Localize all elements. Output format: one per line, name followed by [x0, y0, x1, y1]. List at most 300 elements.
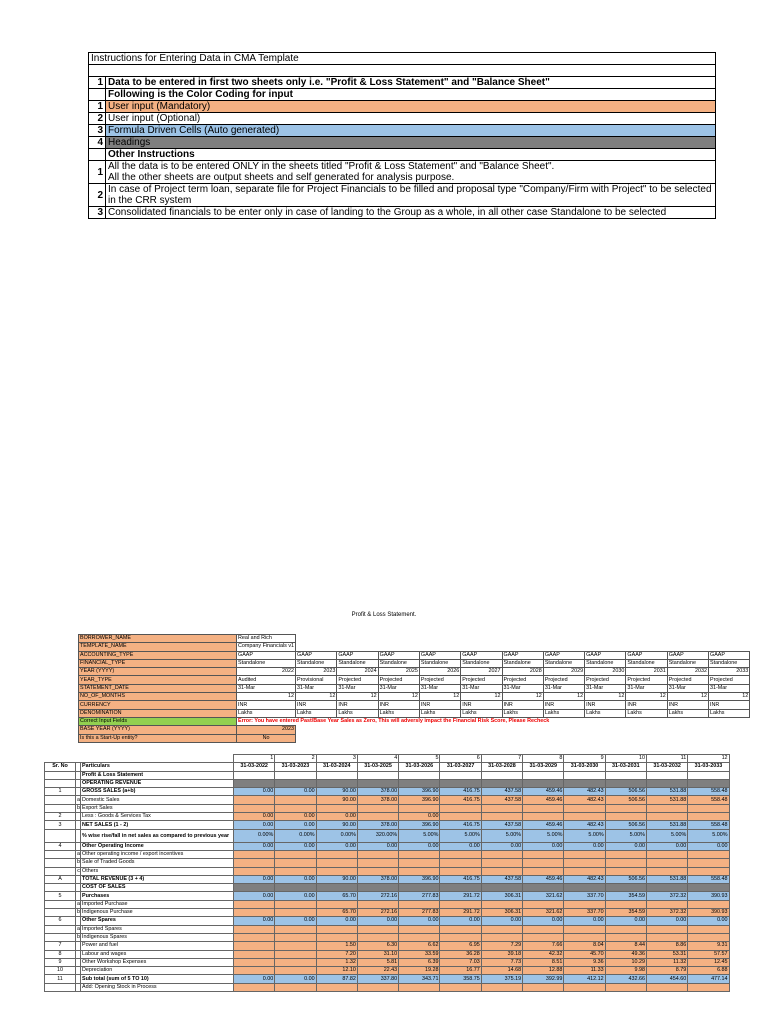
value-cell[interactable] — [275, 850, 316, 858]
meta-value[interactable]: Standalone — [709, 659, 750, 667]
meta-value[interactable]: Projected — [378, 676, 419, 684]
meta-value[interactable]: Lakhs — [337, 709, 378, 717]
value-cell[interactable]: 31.10 — [357, 950, 398, 958]
value-cell[interactable]: 7.66 — [523, 942, 564, 950]
meta-value[interactable]: Projected — [626, 676, 667, 684]
value-cell[interactable] — [605, 859, 646, 867]
value-cell[interactable] — [523, 983, 564, 991]
meta-value[interactable]: 2023 — [296, 668, 337, 676]
value-cell[interactable]: 6.62 — [399, 942, 440, 950]
value-cell[interactable] — [523, 925, 564, 933]
value-cell[interactable] — [646, 804, 687, 812]
meta-value[interactable]: Standalone — [337, 659, 378, 667]
meta-value[interactable]: 31-Mar — [378, 684, 419, 692]
value-cell[interactable]: 53.31 — [646, 950, 687, 958]
value-cell[interactable] — [688, 813, 729, 821]
value-cell[interactable]: 506.56 — [605, 796, 646, 804]
value-cell[interactable]: 33.59 — [399, 950, 440, 958]
value-cell[interactable] — [688, 804, 729, 812]
meta-value[interactable]: GAAP — [378, 651, 419, 659]
value-cell[interactable] — [275, 909, 316, 917]
value-cell[interactable]: 8.44 — [605, 942, 646, 950]
value-cell: 558.48 — [688, 788, 729, 796]
meta-value[interactable]: INR — [337, 701, 378, 709]
value-cell[interactable] — [357, 900, 398, 908]
value-cell[interactable]: 390.93 — [688, 909, 729, 917]
meta-value[interactable]: 12 — [296, 693, 337, 701]
value-cell[interactable] — [316, 900, 357, 908]
value-cell[interactable]: 8.51 — [523, 958, 564, 966]
meta-value[interactable]: INR — [543, 701, 584, 709]
meta-value[interactable]: Projected — [709, 676, 750, 684]
value-cell[interactable] — [275, 796, 316, 804]
value-cell[interactable] — [605, 813, 646, 821]
value-cell[interactable] — [605, 983, 646, 991]
meta-value[interactable]: 31-Mar — [709, 684, 750, 692]
value-cell[interactable] — [316, 983, 357, 991]
meta-value[interactable]: INR — [709, 701, 750, 709]
value-cell[interactable] — [316, 850, 357, 858]
value-cell[interactable] — [688, 983, 729, 991]
value-cell[interactable] — [523, 867, 564, 875]
value-cell[interactable] — [440, 850, 481, 858]
meta-value[interactable]: Projected — [337, 676, 378, 684]
meta-value[interactable]: INR — [626, 701, 667, 709]
meta-value[interactable]: GAAP — [419, 651, 460, 659]
value-cell[interactable] — [357, 983, 398, 991]
meta-value[interactable]: 31-Mar — [667, 684, 708, 692]
value-cell[interactable] — [275, 933, 316, 941]
value-cell[interactable] — [234, 967, 275, 975]
value-cell[interactable] — [481, 859, 522, 867]
meta-value[interactable]: 12 — [543, 693, 584, 701]
value-cell[interactable] — [688, 867, 729, 875]
value-cell[interactable] — [481, 983, 522, 991]
value-cell[interactable] — [605, 804, 646, 812]
meta-value[interactable]: INR — [237, 701, 296, 709]
value-cell[interactable] — [564, 859, 605, 867]
value-cell[interactable]: 0.00 — [399, 813, 440, 821]
instructions-title-row — [89, 53, 716, 65]
meta-value[interactable]: 31-Mar — [626, 684, 667, 692]
meta-value[interactable]: 2031 — [626, 668, 667, 676]
value-cell[interactable] — [316, 867, 357, 875]
value-cell[interactable]: 19.28 — [399, 967, 440, 975]
value-cell: 0.00 — [605, 842, 646, 850]
value-cell[interactable]: 337.70 — [564, 909, 605, 917]
meta-value[interactable]: Lakhs — [543, 709, 584, 717]
heading-cell — [605, 884, 646, 892]
value-cell[interactable] — [316, 933, 357, 941]
value-cell[interactable] — [440, 804, 481, 812]
meta-value[interactable]: GAAP — [543, 651, 584, 659]
value-cell[interactable] — [234, 909, 275, 917]
meta-value[interactable]: GAAP — [667, 651, 708, 659]
meta-value[interactable]: Standalone — [419, 659, 460, 667]
value-cell[interactable] — [399, 925, 440, 933]
value-cell[interactable] — [564, 850, 605, 858]
value-cell[interactable]: 11.33 — [564, 967, 605, 975]
value-cell[interactable] — [357, 804, 398, 812]
value-cell[interactable] — [275, 958, 316, 966]
value-cell[interactable] — [316, 859, 357, 867]
instruction-line: Headings — [108, 137, 151, 148]
value-cell[interactable]: 1.32 — [316, 958, 357, 966]
meta-value[interactable]: GAAP — [585, 651, 626, 659]
value-cell[interactable] — [399, 850, 440, 858]
value-cell[interactable] — [646, 933, 687, 941]
meta-value[interactable]: GAAP — [296, 651, 337, 659]
meta-value[interactable]: Lakhs — [626, 709, 667, 717]
value-cell[interactable] — [275, 942, 316, 950]
value-cell[interactable]: 36.28 — [440, 950, 481, 958]
meta-value[interactable]: Real and Rich — [237, 635, 296, 643]
value-cell[interactable]: 291.72 — [440, 909, 481, 917]
value-cell[interactable]: 7.03 — [440, 958, 481, 966]
meta-value[interactable]: 2025 — [378, 668, 419, 676]
value-cell[interactable]: 372.32 — [646, 909, 687, 917]
value-cell[interactable] — [523, 900, 564, 908]
value-cell: 0.00 — [275, 821, 316, 829]
value-cell[interactable] — [564, 983, 605, 991]
value-cell[interactable] — [646, 859, 687, 867]
value-cell[interactable] — [234, 933, 275, 941]
value-cell[interactable] — [481, 804, 522, 812]
value-cell[interactable]: 49.36 — [605, 950, 646, 958]
value-cell[interactable] — [275, 950, 316, 958]
meta-value[interactable]: 12 — [585, 693, 626, 701]
value-cell[interactable]: 12.10 — [316, 967, 357, 975]
meta-value[interactable]: GAAP — [502, 651, 543, 659]
meta-value[interactable]: 12 — [378, 693, 419, 701]
value-cell[interactable]: 1.50 — [316, 942, 357, 950]
value-cell[interactable] — [399, 983, 440, 991]
value-cell[interactable] — [234, 804, 275, 812]
value-cell[interactable] — [646, 983, 687, 991]
meta-value[interactable]: GAAP — [237, 651, 296, 659]
value-cell[interactable]: 272.16 — [357, 909, 398, 917]
table-row — [45, 967, 730, 975]
instruction-line: User input (Optional) — [108, 113, 201, 124]
value-cell[interactable] — [564, 900, 605, 908]
meta-value[interactable]: GAAP — [461, 651, 502, 659]
value-cell[interactable] — [357, 933, 398, 941]
value-cell[interactable]: 8.86 — [646, 942, 687, 950]
value-cell[interactable]: 6.39 — [399, 958, 440, 966]
value-cell[interactable] — [275, 967, 316, 975]
value-cell[interactable]: 57.57 — [688, 950, 729, 958]
value-cell[interactable]: 9.98 — [605, 967, 646, 975]
value-cell[interactable]: 8.04 — [564, 942, 605, 950]
value-cell[interactable] — [357, 925, 398, 933]
value-cell[interactable]: 65.70 — [316, 909, 357, 917]
meta-value[interactable]: 12 — [502, 693, 543, 701]
value-cell[interactable]: 0.00 — [316, 813, 357, 821]
value-cell[interactable] — [481, 900, 522, 908]
meta-value[interactable]: INR — [296, 701, 337, 709]
value-cell[interactable]: 321.62 — [523, 909, 564, 917]
value-cell[interactable]: 45.70 — [564, 950, 605, 958]
meta-value[interactable]: GAAP — [337, 651, 378, 659]
meta-value[interactable]: 2029 — [543, 668, 584, 676]
meta-value[interactable]: 2022 — [237, 668, 296, 676]
meta-value[interactable]: 2032 — [667, 668, 708, 676]
meta-value[interactable]: 2026 — [419, 668, 460, 676]
instruction-row — [89, 137, 716, 149]
value-cell[interactable]: 5.81 — [357, 958, 398, 966]
value-cell[interactable]: 90.00 — [316, 796, 357, 804]
value-cell[interactable] — [605, 867, 646, 875]
value-cell[interactable] — [234, 796, 275, 804]
value-cell[interactable] — [605, 900, 646, 908]
value-cell[interactable] — [440, 925, 481, 933]
value-cell[interactable] — [357, 867, 398, 875]
meta-value[interactable]: INR — [502, 701, 543, 709]
value-cell[interactable] — [316, 925, 357, 933]
meta-value[interactable]: 12 — [419, 693, 460, 701]
value-cell: 416.75 — [440, 788, 481, 796]
meta-value[interactable]: INR — [378, 701, 419, 709]
base-year-value[interactable]: 2023 — [237, 726, 296, 734]
instruction-line: Following is the Color Coding for input — [108, 89, 293, 100]
meta-value[interactable]: 2033 — [709, 668, 750, 676]
value-cell[interactable]: 459.46 — [523, 796, 564, 804]
value-cell[interactable] — [646, 867, 687, 875]
value-cell[interactable]: 558.48 — [688, 796, 729, 804]
value-cell[interactable]: 14.68 — [481, 967, 522, 975]
meta-value[interactable]: 31-Mar — [337, 684, 378, 692]
meta-value[interactable]: Company Financials v1 — [238, 643, 295, 650]
meta-value[interactable]: Lakhs — [461, 709, 502, 717]
meta-value[interactable]: 2028 — [502, 668, 543, 676]
value-cell[interactable] — [523, 804, 564, 812]
meta-value[interactable]: 31-Mar — [543, 684, 584, 692]
value-cell[interactable]: 16.77 — [440, 967, 481, 975]
value-cell[interactable]: 0.00 — [275, 813, 316, 821]
meta-value[interactable]: 2027 — [461, 668, 502, 676]
value-cell[interactable] — [275, 983, 316, 991]
startup-value[interactable]: No — [237, 734, 296, 742]
meta-value[interactable]: 31-Mar — [296, 684, 337, 692]
value-cell: 277.83 — [399, 892, 440, 900]
meta-value[interactable]: Lakhs — [667, 709, 708, 717]
meta-value[interactable]: Standalone — [585, 659, 626, 667]
value-cell[interactable] — [440, 813, 481, 821]
value-cell[interactable] — [564, 867, 605, 875]
meta-value[interactable]: Lakhs — [378, 709, 419, 717]
value-cell[interactable]: 9.31 — [688, 942, 729, 950]
meta-value[interactable]: Lakhs — [419, 709, 460, 717]
value-cell[interactable] — [357, 813, 398, 821]
value-cell[interactable] — [234, 867, 275, 875]
value-cell[interactable] — [646, 925, 687, 933]
meta-value[interactable]: Provisional — [296, 676, 337, 684]
value-cell[interactable] — [399, 867, 440, 875]
value-cell[interactable]: 12.88 — [523, 967, 564, 975]
value-cell[interactable]: 6.30 — [357, 942, 398, 950]
value-cell[interactable]: 10.29 — [605, 958, 646, 966]
value-cell[interactable]: 22.43 — [357, 967, 398, 975]
value-cell[interactable]: 482.43 — [564, 796, 605, 804]
meta-value[interactable]: Standalone — [543, 659, 584, 667]
value-cell[interactable] — [234, 950, 275, 958]
value-cell[interactable]: 7.20 — [316, 950, 357, 958]
meta-value[interactable]: 12 — [337, 693, 378, 701]
value-cell[interactable]: 42.32 — [523, 950, 564, 958]
value-cell[interactable] — [688, 900, 729, 908]
value-cell[interactable] — [564, 813, 605, 821]
meta-value[interactable]: 31-Mar — [237, 684, 296, 692]
meta-value[interactable]: Standalone — [502, 659, 543, 667]
value-cell[interactable]: 437.58 — [481, 796, 522, 804]
value-cell[interactable] — [688, 925, 729, 933]
value-cell[interactable] — [275, 925, 316, 933]
value-cell[interactable] — [357, 859, 398, 867]
meta-value[interactable]: Standalone — [626, 659, 667, 667]
value-cell[interactable] — [234, 859, 275, 867]
meta-value[interactable]: INR — [461, 701, 502, 709]
value-cell[interactable] — [399, 900, 440, 908]
value-cell[interactable]: 39.18 — [481, 950, 522, 958]
value-cell[interactable]: 8.79 — [646, 967, 687, 975]
value-cell[interactable] — [234, 850, 275, 858]
sr-no-header: Sr. No — [45, 763, 76, 771]
meta-value[interactable]: 12 — [237, 693, 296, 701]
meta-value[interactable]: INR — [667, 701, 708, 709]
meta-value[interactable]: 12 — [626, 693, 667, 701]
value-cell[interactable] — [688, 850, 729, 858]
value-cell[interactable] — [440, 983, 481, 991]
meta-value[interactable]: Projected — [502, 676, 543, 684]
value-cell[interactable]: 9.36 — [564, 958, 605, 966]
value-cell[interactable]: 396.90 — [399, 796, 440, 804]
meta-value[interactable]: Lakhs — [502, 709, 543, 717]
meta-value[interactable]: Standalone — [667, 659, 708, 667]
meta-value[interactable]: Audited — [237, 676, 296, 684]
meta-value[interactable]: Projected — [585, 676, 626, 684]
value-cell[interactable] — [234, 900, 275, 908]
value-cell[interactable] — [440, 859, 481, 867]
sr-no-cell: 4 — [45, 842, 76, 850]
value-cell[interactable] — [440, 933, 481, 941]
value-cell[interactable]: 7.73 — [481, 958, 522, 966]
value-cell[interactable] — [688, 859, 729, 867]
value-cell[interactable] — [481, 850, 522, 858]
value-cell[interactable]: 12.45 — [688, 958, 729, 966]
value-cell[interactable]: 416.75 — [440, 796, 481, 804]
meta-value[interactable]: 31-Mar — [419, 684, 460, 692]
value-cell[interactable] — [564, 925, 605, 933]
value-cell[interactable] — [605, 933, 646, 941]
value-cell[interactable]: 6.88 — [688, 967, 729, 975]
meta-value[interactable]: Projected — [461, 676, 502, 684]
meta-value[interactable]: Lakhs — [237, 709, 296, 717]
value-cell[interactable] — [234, 958, 275, 966]
value-cell[interactable] — [523, 933, 564, 941]
meta-value[interactable]: Lakhs — [585, 709, 626, 717]
value-cell[interactable] — [275, 867, 316, 875]
meta-value[interactable]: INR — [419, 701, 460, 709]
value-cell[interactable] — [646, 813, 687, 821]
meta-value[interactable]: Standalone — [296, 659, 337, 667]
meta-value[interactable]: 12 — [709, 693, 750, 701]
value-cell[interactable]: 277.83 — [399, 909, 440, 917]
meta-value[interactable]: Lakhs — [296, 709, 337, 717]
value-cell[interactable] — [605, 850, 646, 858]
value-cell: 0.00 — [275, 875, 316, 883]
value-cell[interactable] — [234, 983, 275, 991]
value-cell[interactable] — [399, 804, 440, 812]
value-cell[interactable] — [275, 804, 316, 812]
value-cell[interactable] — [481, 933, 522, 941]
meta-value[interactable]: INR — [585, 701, 626, 709]
value-cell[interactable] — [440, 900, 481, 908]
meta-value[interactable]: GAAP — [709, 651, 750, 659]
value-cell[interactable] — [440, 867, 481, 875]
value-cell[interactable] — [523, 813, 564, 821]
value-cell[interactable]: 306.31 — [481, 909, 522, 917]
value-cell[interactable] — [688, 933, 729, 941]
meta-value[interactable]: 2030 — [585, 668, 626, 676]
value-cell: 416.75 — [440, 875, 481, 883]
meta-value[interactable]: 12 — [461, 693, 502, 701]
meta-value[interactable]: 12 — [667, 693, 708, 701]
meta-value[interactable]: 31-Mar — [585, 684, 626, 692]
value-cell[interactable] — [316, 804, 357, 812]
value-cell[interactable] — [357, 850, 398, 858]
value-cell[interactable]: 531.88 — [646, 796, 687, 804]
value-cell[interactable] — [234, 925, 275, 933]
value-cell[interactable]: 378.00 — [357, 796, 398, 804]
meta-value[interactable]: Lakhs — [709, 709, 750, 717]
meta-value[interactable]: Projected — [419, 676, 460, 684]
value-cell[interactable] — [646, 850, 687, 858]
value-cell[interactable]: 11.32 — [646, 958, 687, 966]
value-cell[interactable] — [399, 859, 440, 867]
value-cell[interactable] — [564, 933, 605, 941]
value-cell[interactable] — [481, 925, 522, 933]
meta-value[interactable]: Standalone — [461, 659, 502, 667]
meta-value[interactable]: 31-Mar — [502, 684, 543, 692]
meta-value[interactable]: Projected — [667, 676, 708, 684]
value-cell[interactable] — [481, 867, 522, 875]
value-cell[interactable]: 6.95 — [440, 942, 481, 950]
meta-value[interactable]: GAAP — [626, 651, 667, 659]
value-cell[interactable] — [523, 859, 564, 867]
heading-cell — [440, 779, 481, 787]
sub-letter-cell: b — [77, 909, 80, 916]
value-cell[interactable] — [605, 925, 646, 933]
value-cell: 0.00 — [646, 917, 687, 925]
value-cell[interactable] — [275, 859, 316, 867]
value-cell[interactable] — [564, 804, 605, 812]
value-cell[interactable]: 354.59 — [605, 909, 646, 917]
meta-value[interactable]: Projected — [543, 676, 584, 684]
value-cell[interactable] — [523, 850, 564, 858]
value-cell[interactable]: 0.00 — [234, 813, 275, 821]
value-cell[interactable] — [646, 900, 687, 908]
value-cell: 5.00% — [523, 829, 564, 842]
value-cell[interactable] — [399, 933, 440, 941]
meta-value[interactable]: Standalone — [378, 659, 419, 667]
value-cell[interactable] — [275, 900, 316, 908]
value-cell[interactable]: 7.29 — [481, 942, 522, 950]
meta-value[interactable]: 2024 — [337, 668, 378, 676]
value-cell[interactable] — [234, 942, 275, 950]
meta-value[interactable]: 31-Mar — [461, 684, 502, 692]
value-cell[interactable] — [481, 813, 522, 821]
meta-value[interactable]: Standalone — [237, 659, 296, 667]
